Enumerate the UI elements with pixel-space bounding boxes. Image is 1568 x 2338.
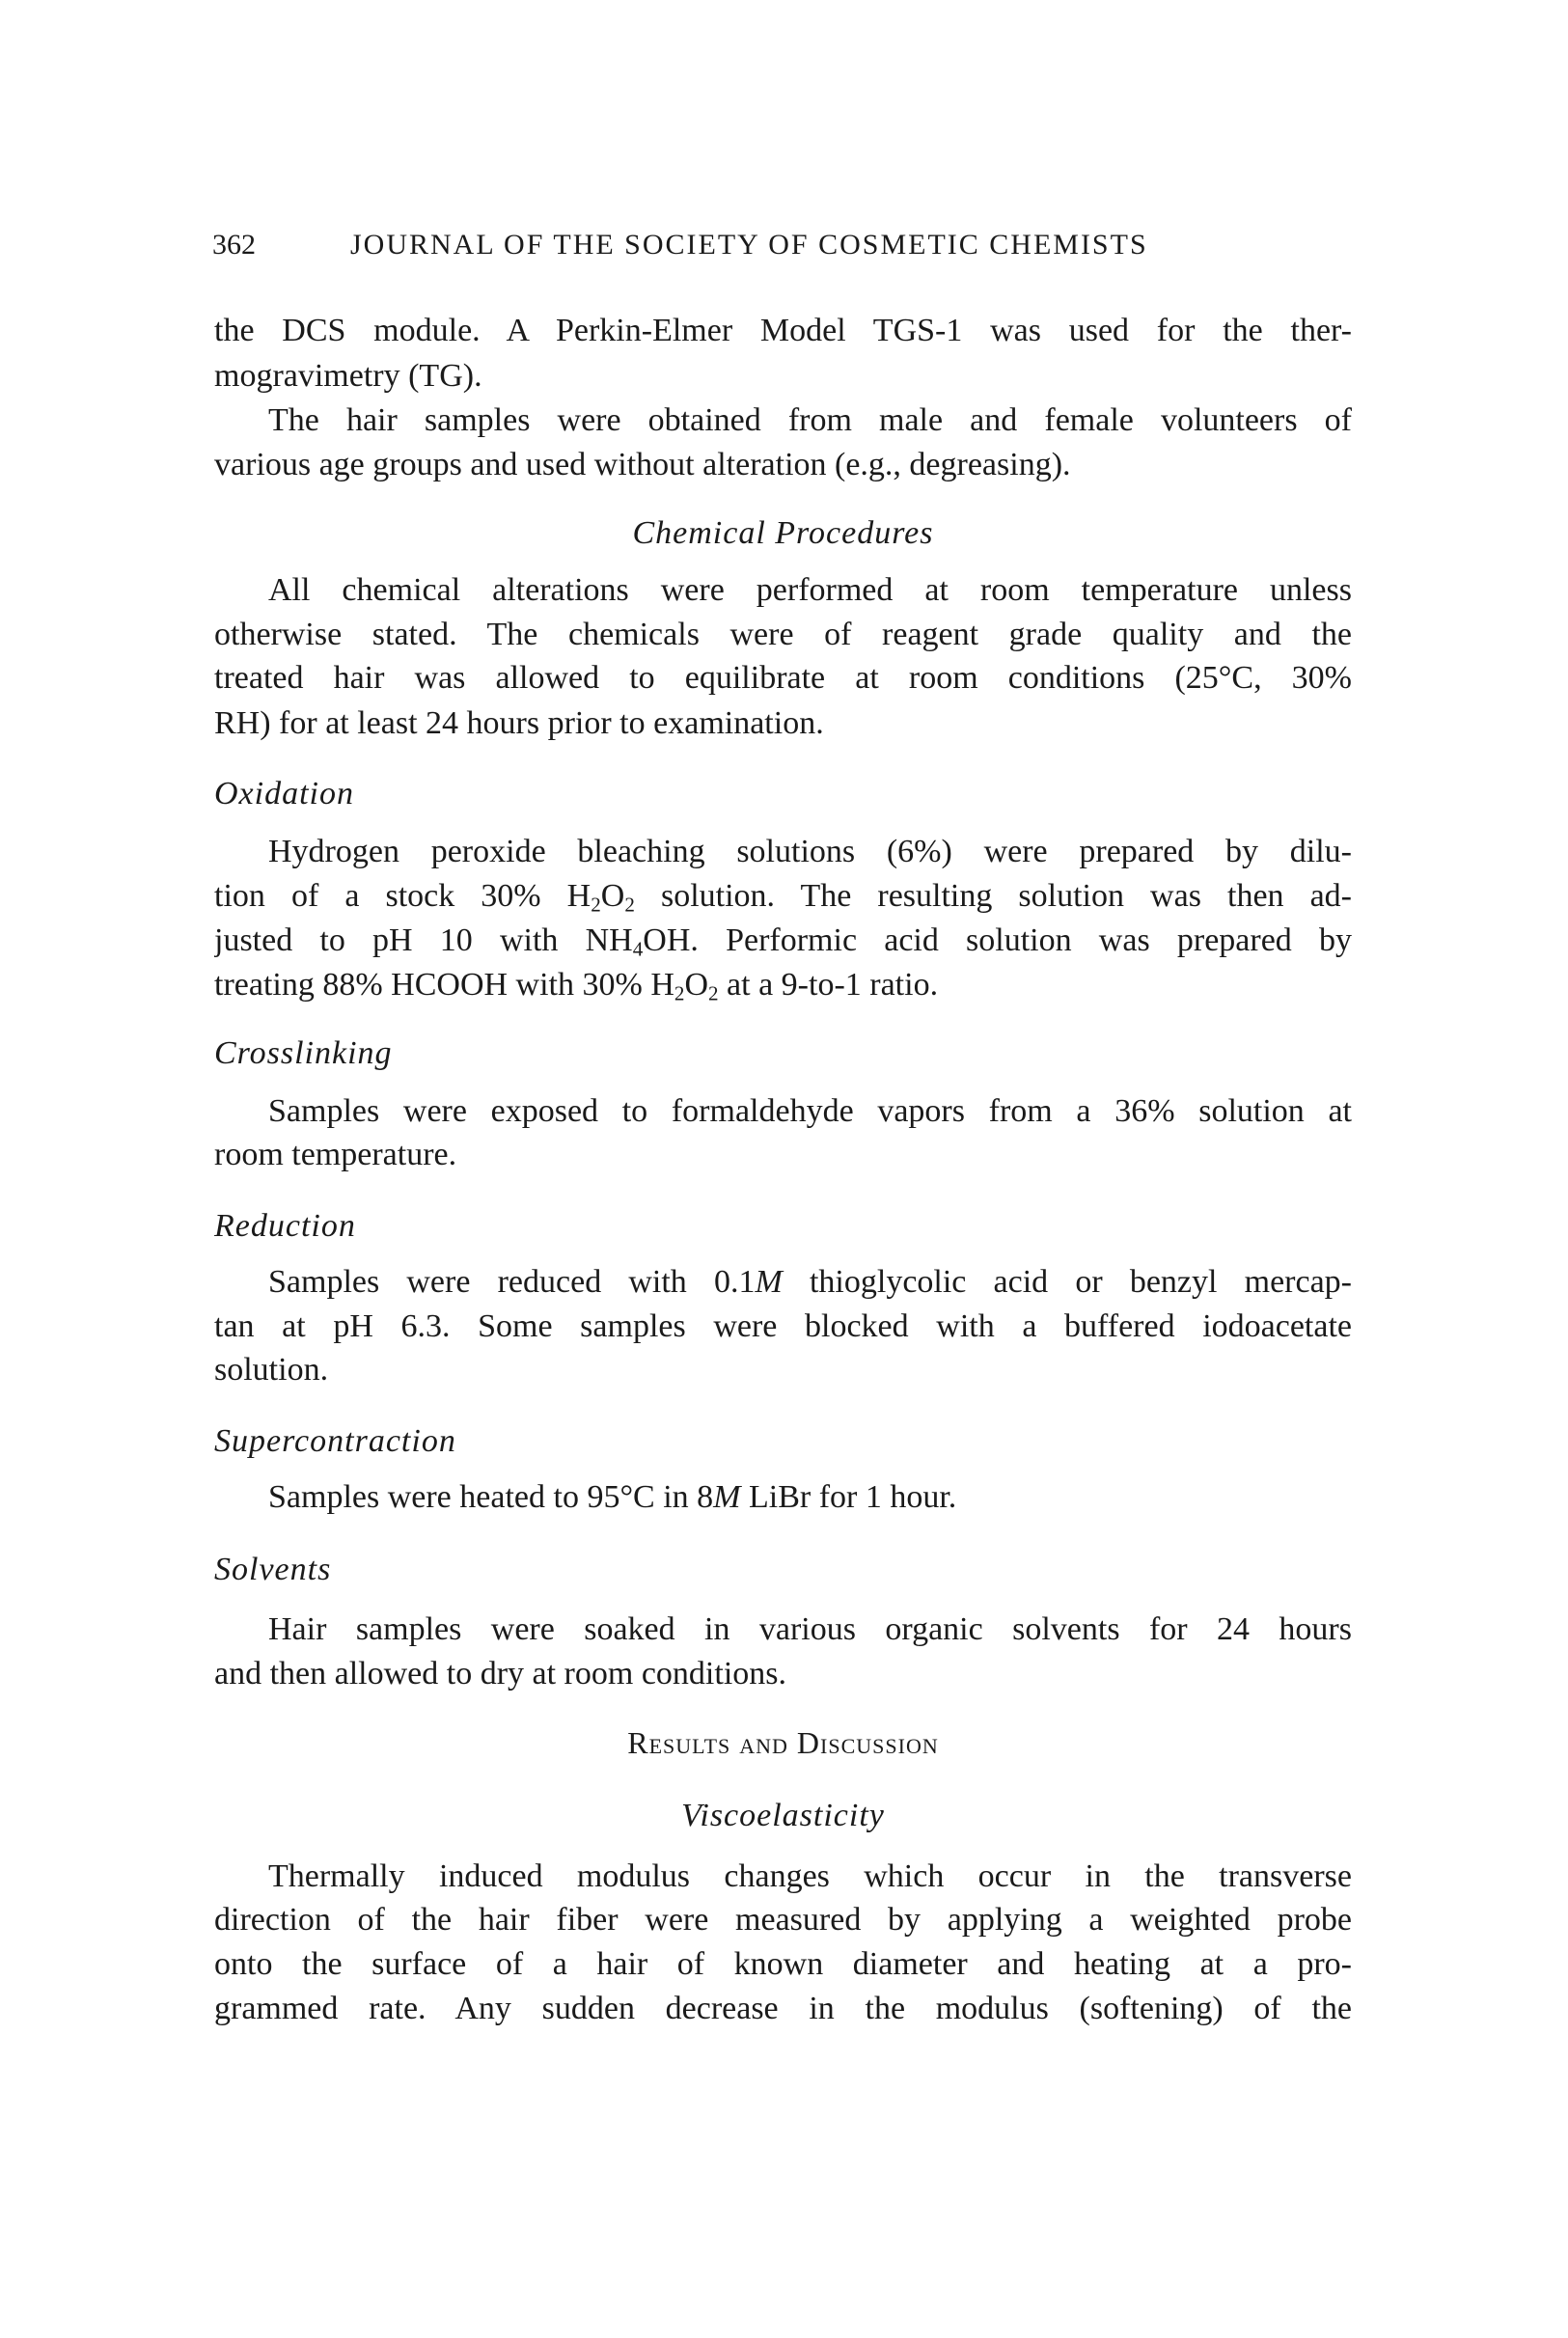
- text-run: O: [600, 878, 625, 914]
- section-heading-results-and-discussion: Results and Discussion: [627, 1725, 939, 1760]
- text-line: Samples were exposed to formaldehyde vapors from a 36% solution at: [268, 1093, 1352, 1129]
- text-run: thioglycolic acid or benzyl mercap-: [782, 1264, 1352, 1300]
- text-run: treating 88% HCOOH with 30% H: [214, 967, 674, 1003]
- text-line: and then allowed to dry at room conditions.: [214, 1656, 786, 1692]
- text-run: LiBr for 1 hour.: [740, 1479, 957, 1515]
- text-line: direction of the hair fiber were measured by applying a weighted probe: [214, 1902, 1352, 1938]
- subsection-heading-reduction: Reduction: [214, 1208, 356, 1244]
- subscript: 2: [708, 981, 719, 1005]
- text-line: [214, 921, 1352, 960]
- text-line: [214, 966, 1352, 1004]
- text-line: solution.: [214, 1352, 329, 1388]
- journal-title: JOURNAL OF THE SOCIETY OF COSMETIC CHEMISTS: [350, 229, 1148, 261]
- text-run: O: [684, 967, 708, 1003]
- text-line: Hair samples were soaked in various organic solvents for 24 hours: [268, 1611, 1352, 1647]
- text-line: [268, 1263, 1352, 1302]
- text-line: Hydrogen peroxide bleaching solutions (6%) were prepared by dilu-: [268, 834, 1352, 869]
- section-subheading-viscoelasticity: Viscoelasticity: [681, 1798, 885, 1833]
- subsection-heading-oxidation: Oxidation: [214, 776, 354, 811]
- text-line: the DCS module. A Perkin-Elmer Model TGS-1 was used for the ther-: [214, 313, 1352, 348]
- text-line: room temperature.: [214, 1137, 457, 1172]
- subscript: 2: [674, 981, 685, 1005]
- text-run-italic: M: [713, 1479, 741, 1515]
- text-run: justed to pH 10 with NH: [214, 922, 633, 958]
- text-line: Thermally induced modulus changes which occur in the transverse: [268, 1858, 1352, 1894]
- text-line: The hair samples were obtained from male and female volunteers of: [268, 402, 1352, 438]
- subsection-heading-solvents: Solvents: [214, 1552, 332, 1587]
- text-run: tion of a stock 30% H: [214, 878, 591, 914]
- text-line: grammed rate. Any sudden decrease in the modulus (softening) of the: [214, 1991, 1352, 2026]
- page-number: 362: [212, 229, 256, 261]
- text-line: various age groups and used without alteration (e.g., degreasing).: [214, 447, 1071, 482]
- text-line: mogravimetry (TG).: [214, 358, 482, 394]
- subsection-heading-supercontraction: Supercontraction: [214, 1423, 456, 1459]
- text-run-italic: M: [755, 1264, 783, 1300]
- subscript: 2: [591, 893, 601, 916]
- text-run: Samples were heated to 95°C in 8: [268, 1479, 714, 1515]
- section-heading-chemical-procedures: Chemical Procedures: [632, 515, 934, 551]
- text-run: OH. Performic acid solution was prepared by: [643, 922, 1352, 958]
- text-line: All chemical alterations were performed at room temperature unless: [268, 572, 1352, 608]
- subscript: 2: [624, 893, 635, 916]
- text-line: RH) for at least 24 hours prior to examination.: [214, 705, 824, 741]
- text-line: [214, 877, 1352, 916]
- text-line: onto the surface of a hair of known diameter and heating at a pro-: [214, 1946, 1352, 1982]
- text-line: tan at pH 6.3. Some samples were blocked with a buffered iodoacetate: [214, 1308, 1352, 1344]
- text-line: treated hair was allowed to equilibrate at room conditions (25°C, 30%: [214, 660, 1352, 696]
- subsection-heading-crosslinking: Crosslinking: [214, 1035, 393, 1071]
- text-run: Samples were reduced with 0.1: [268, 1264, 756, 1300]
- text-line: [268, 1478, 1352, 1517]
- subscript: 4: [632, 937, 644, 960]
- text-run: at a 9-to-1 ratio.: [718, 967, 939, 1003]
- text-run: solution. The resulting solution was then ad-: [634, 878, 1352, 914]
- text-line: otherwise stated. The chemicals were of reagent grade quality and the: [214, 617, 1352, 652]
